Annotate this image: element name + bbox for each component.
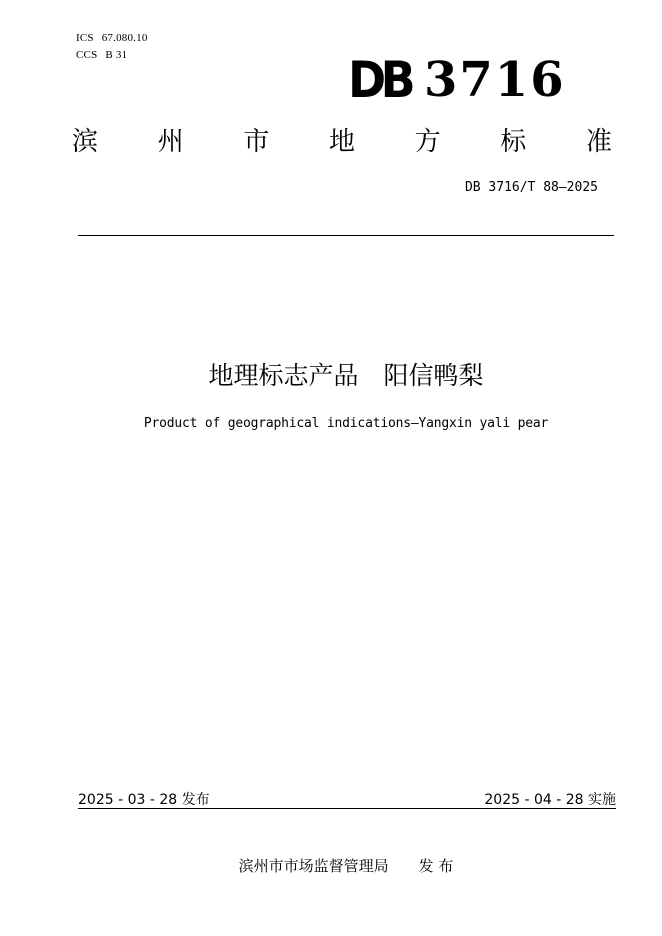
ics-code-line <box>76 32 148 44</box>
db-logo-letters: DB <box>348 51 411 109</box>
issuer-name: 滨州市市场监督管理局 <box>238 857 389 875</box>
standard-type-char: 滨 <box>72 127 99 157</box>
ics-code: 67.080.10 <box>101 32 148 44</box>
standard-type-char: 市 <box>243 127 270 157</box>
ics-label: ICS <box>76 32 94 44</box>
document-title-english: Product of geographical indications—Yangxin yali pear <box>143 416 549 431</box>
header-divider <box>78 235 614 236</box>
standard-type-char: 方 <box>414 127 441 157</box>
standard-type-char: 标 <box>500 127 527 157</box>
issuer-line <box>0 855 662 876</box>
issuer-action: 发 布 <box>418 857 454 875</box>
standard-type-char: 州 <box>157 127 184 157</box>
footer-divider <box>78 808 616 809</box>
standard-number: DB 3716/T 88—2025 <box>464 180 598 195</box>
issue-date: 2025 - 03 - 28 发布 <box>78 792 210 808</box>
db-standard-logo <box>348 51 566 109</box>
implementation-date: 2025 - 04 - 28 实施 <box>484 792 616 808</box>
standard-type-char: 地 <box>328 127 355 157</box>
ccs-label: CCS <box>76 49 98 61</box>
document-title-chinese: 地理标志产品 阳信鸭梨 <box>208 361 484 390</box>
standard-type-char: 准 <box>585 127 612 157</box>
db-logo-number: 3716 <box>424 52 566 108</box>
ccs-code: B 31 <box>105 49 128 61</box>
ccs-code-line <box>76 49 127 61</box>
standard-type-title <box>72 124 612 160</box>
